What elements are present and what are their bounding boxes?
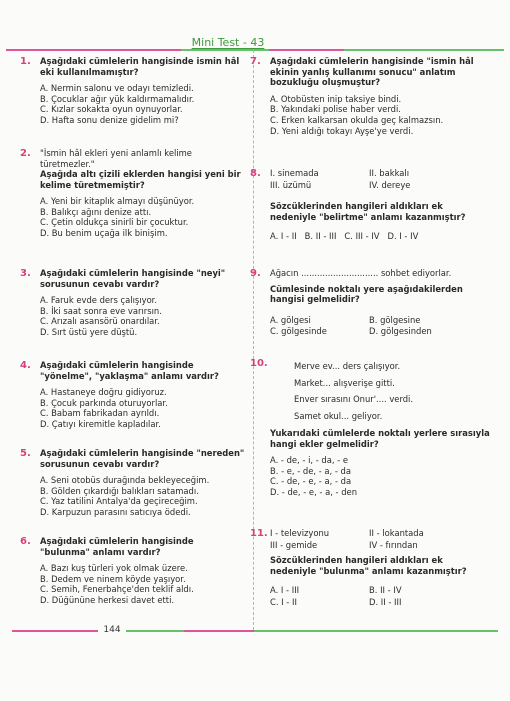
- footer-bar: [12, 630, 98, 632]
- option-a[interactable]: A. Yeni bir kitaplık almayı düşünüyor.: [40, 196, 195, 206]
- option-c[interactable]: C. Yaz tatilini Antalya'da geçireceğim.: [40, 496, 198, 507]
- sentence: Market... alışverişe gitti.: [294, 377, 395, 388]
- option-d[interactable]: D. Bu benim uçağa ilk binişim.: [40, 228, 168, 239]
- option-d[interactable]: D. gölgesinden: [369, 326, 432, 337]
- question-number: 1.: [20, 56, 31, 67]
- question-6: [20, 536, 245, 606]
- option-d[interactable]: D. Yeni aldığı tokayı Ayşe'ye verdi.: [270, 125, 414, 136]
- option-a[interactable]: A. Seni otobüs durağında bekleyeceğim.: [40, 475, 210, 485]
- option-d[interactable]: D. Çatıyı kiremitle kapladılar.: [40, 419, 161, 430]
- item-iii: III - gemide: [270, 539, 318, 550]
- option-a[interactable]: A. Nermin salonu ve odayı temizledi.: [40, 83, 194, 93]
- option-d[interactable]: D. Sırt üstü yere düştü.: [40, 327, 138, 338]
- option-b[interactable]: B. Çocuklar ağır yük kaldırmamalıdır.: [40, 93, 195, 104]
- question-number: 7.: [250, 56, 261, 67]
- footer-bar: [184, 630, 254, 632]
- option-b[interactable]: B. Balıkçı ağını denize attı.: [40, 206, 152, 217]
- page-number: 144: [103, 625, 121, 635]
- question-9: [250, 268, 490, 337]
- footer-bar: [126, 630, 184, 632]
- question-stem: Yukarıdaki cümlelerde noktalı yerlere sırasıyla hangi ekler gelmelidir?: [270, 428, 490, 449]
- option-a[interactable]: A. Bazı kuş türleri yok olmak üzere.: [40, 563, 188, 573]
- option-b[interactable]: B. İki saat sonra eve varırsın.: [40, 305, 162, 316]
- question-preamble: "İsmin hâl ekleri yeni anlamlı kelime türetmezler.": [40, 148, 192, 169]
- option-b[interactable]: B. Dedem ve ninem köyde yaşıyor.: [40, 573, 186, 584]
- question-7: [250, 56, 490, 136]
- question-number: 10.: [250, 358, 268, 369]
- option-d[interactable]: D. Karpuzun parasını satıcıya ödedi.: [40, 507, 191, 518]
- question-stem: Aşağıdaki cümlelerin hangisinde "neyi" sorusunun cevabı vardır?: [40, 268, 226, 289]
- option-d[interactable]: D. Hafta sonu denize gidelim mi?: [40, 115, 179, 126]
- option-a[interactable]: A. Otobüsten inip taksiye bindi.: [270, 93, 402, 104]
- question-number: 11.: [250, 528, 268, 539]
- option-b[interactable]: B. Yakındaki polise haber verdi.: [270, 104, 401, 115]
- question-stem: Aşağıdaki cümlelerin hangisinde ismin hâl eki kullanılmamıştır?: [40, 56, 240, 77]
- item-ii: II. bakkalı: [369, 168, 410, 178]
- question-number: 6.: [20, 536, 31, 547]
- option-a[interactable]: A. I - III: [270, 585, 300, 595]
- question-2: [20, 148, 245, 239]
- sentence: Merve ev... ders çalışıyor.: [294, 361, 401, 371]
- question-1: [20, 56, 245, 126]
- title-color-bar: [6, 49, 504, 51]
- option-a[interactable]: A. Hastaneye doğru gidiyoruz.: [40, 387, 167, 397]
- item-iii: III. üzümü: [270, 179, 312, 190]
- question-stem: Aşağıdaki cümlelerin hangisinde "nereden" sorusunun cevabı vardır?: [40, 448, 245, 469]
- option-c[interactable]: C. Erken kalkarsan okulda geç kalmazsın.: [270, 114, 444, 125]
- question-number: 8.: [250, 168, 261, 179]
- item-list: [270, 168, 490, 190]
- options: [270, 585, 490, 607]
- option-b[interactable]: B. Çocuk parkında oturuyorlar.: [40, 397, 168, 408]
- sentence: Enver sırasını Onur'.... verdi.: [294, 394, 414, 404]
- item-i: I - televizyonu: [270, 528, 330, 538]
- question-8: [250, 168, 490, 242]
- question-11: [250, 528, 490, 607]
- footer-bar: [254, 630, 498, 632]
- question-stem: Sözcüklerinden hangileri aldıkları ek nedeniyle "bulunma" anlamı kazanmıştır?: [270, 555, 467, 576]
- option-a[interactable]: A. - de, - i, - da, - e: [270, 455, 349, 465]
- option-d[interactable]: D. II - III: [369, 596, 402, 607]
- option-c[interactable]: C. Babam fabrikadan ayrıldı.: [40, 408, 160, 419]
- options: [40, 387, 245, 430]
- question-3: [20, 268, 245, 338]
- question-10: [250, 358, 490, 498]
- question-preamble: Ağacın ............................. sohbet ediyorlar.: [270, 268, 452, 278]
- options: [40, 83, 245, 126]
- option-c[interactable]: C. Arızalı asansörü onardılar.: [40, 316, 160, 327]
- option-c[interactable]: C. Kızlar sokakta oyun oynuyorlar.: [40, 104, 183, 115]
- option-a[interactable]: A. gölgesi: [270, 314, 311, 325]
- sentence-list: [294, 358, 490, 424]
- question-number: 4.: [20, 360, 31, 371]
- option-b[interactable]: B. gölgesine: [369, 314, 421, 325]
- item-i: I. sinemada: [270, 168, 319, 178]
- question-stem: Aşağıda altı çizili eklerden hangisi yeni bir kelime türetmemiştir?: [40, 169, 241, 190]
- question-number: 3.: [20, 268, 31, 279]
- option-a[interactable]: A. Faruk evde ders çalışıyor.: [40, 295, 158, 305]
- options-inline[interactable]: A. I - II B. II - III C. III - IV D. I - IV: [270, 231, 419, 241]
- option-d[interactable]: D. Düğününe herkesi davet etti.: [40, 595, 175, 606]
- item-ii: II - lokantada: [369, 528, 424, 538]
- item-list: [270, 528, 490, 550]
- option-d[interactable]: D. - de, - e, - a, - den: [270, 487, 358, 498]
- option-c[interactable]: C. I - II: [270, 596, 297, 607]
- option-b[interactable]: B. - e, - de, - a, - da: [270, 465, 351, 476]
- options: [40, 475, 245, 518]
- option-c[interactable]: C. gölgesinde: [270, 326, 327, 337]
- sentence: Samet okul... geliyor.: [294, 410, 383, 421]
- question-stem: Aşağıdaki cümlelerin hangisinde "bulunma" anlamı vardır?: [40, 536, 194, 557]
- options: [40, 295, 245, 338]
- footer: [12, 627, 498, 635]
- options: [270, 455, 490, 498]
- options: [40, 196, 245, 239]
- question-4: [20, 360, 245, 430]
- option-b[interactable]: B. Gölden çıkardığı balıkları satamadı.: [40, 485, 199, 496]
- option-c[interactable]: C. Semih, Fenerbahçe'den teklif aldı.: [40, 584, 194, 595]
- question-number: 9.: [250, 268, 261, 279]
- question-5: [20, 448, 245, 518]
- option-b[interactable]: B. II - IV: [369, 585, 402, 595]
- page-title: Mini Test - 43: [191, 36, 265, 49]
- question-stem: Sözcüklerinden hangileri aldıkları ek nedeniyle "belirtme" anlamı kazanmıştır?: [270, 201, 466, 222]
- options: [270, 315, 490, 337]
- question-number: 5.: [20, 448, 31, 459]
- question-stem: Aşağıdaki cümlelerin hangisinde "ismin hâl ekinin yanlış kullanımı sonucu" anlatım bozukluğu oluşmuştur?: [270, 56, 474, 87]
- question-stem: Cümlesinde noktalı yere aşağıdakilerden hangisi gelmelidir?: [270, 283, 463, 304]
- options: [40, 563, 245, 606]
- question-stem: Aşağıdaki cümlelerin hangisinde "yönelme", "yaklaşma" anlamı vardır?: [40, 360, 219, 381]
- option-c[interactable]: C. - de, - e, - a, - da: [270, 476, 352, 487]
- question-number: 2.: [20, 148, 31, 159]
- option-c[interactable]: C. Çetin oldukça sinirli bir çocuktur.: [40, 217, 189, 228]
- item-iv: IV. dereye: [369, 179, 411, 190]
- item-iv: IV - fırından: [369, 539, 418, 550]
- options: [270, 94, 490, 137]
